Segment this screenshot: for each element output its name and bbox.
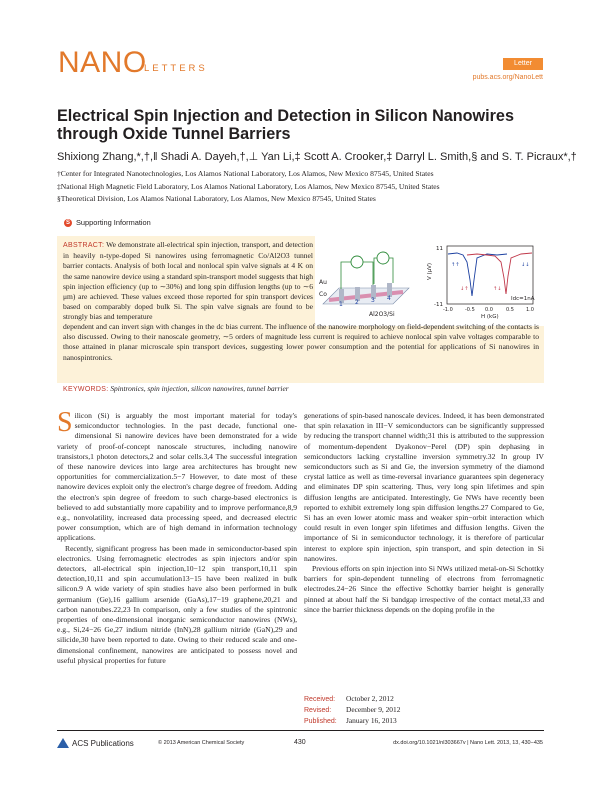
date-published [304,716,400,727]
page-number: 430 [294,739,306,746]
date-revised [304,705,400,716]
journal-logo-main: NANO [58,46,147,79]
abstract-text: We demonstrate all-electrical spin injection, transport, and detection in heavily n-type-doped Si nanowires using ferromagnetic Co/Al2O3 tunnel barrier contacts. Analysis of both local and nonlocal spin valve signals at 4 K on the same nanowire device using a standard spin-transport model suggests that high spin injection efficiency (up to ∼30%) and long spin diffusion lengths (up to ∼6 μm) are achieved. These values exceed those reported for spin transport devices based on comparably doped bulk Si. The spin valve signals are found to be strongly bias and temperature [63,240,313,322]
body-text: ilicon (Si) is arguably the most important material for today's semiconductor technologies. In the past decade, functional one-dimensional Si nanowire devices have been demonstrated for a wide variety of proof-of-concept nanoscale structures, including nanowire transistors,1 photon detectors,2 and solar cells.3,4 The successful integration of these nanowire devices into large area architectures has brought new opportunities for commercialization.5−7 However, to date most of these nanowire devices exploit only the electron's charge degree of freedom. Adding the electron's spin degree of freedom to such charge-based electronics is believed to add substantially more capability and to improve performance,8,9 e.g., nonvolatility, increased data processing speed, and decreased electric power consumption, which are of high demand in information technology applications. [57,411,297,543]
circuit-wire [389,258,393,283]
co-label: Co [319,291,327,298]
xtick-label: -0.5 [465,307,475,313]
toc-figure [317,240,541,320]
xtick-label: 0.0 [485,307,493,313]
date-label: Revised: [304,707,332,715]
supporting-info-label: Supporting Information [76,218,151,227]
journal-logo-sub: LETTERS [144,63,208,74]
footer-divider [57,730,544,731]
contact-label-1: 1 [339,301,343,308]
publication-dates [304,694,400,728]
contact-label-4: 4 [387,295,391,302]
xtick-label: 0.5 [506,307,514,313]
body-paragraph [57,407,297,544]
keywords [63,384,289,393]
article-type-badge: Letter [503,58,543,70]
ytick-bottom: -11 [434,302,443,308]
voltmeter-icon [377,252,389,264]
keywords-label: KEYWORDS: [63,386,109,393]
body-paragraph: Previous efforts on spin injection into Si NWs utilized metal-on-Si Schottky barriers for spin-dependent tunneling of electrons from ferromagnetic electrodes.24−26 Since the effective Schottky barrier height is generally pinned at about half the Si bandgap irrespective of the contact metal,33 and since the barrier thickness depends on the doping profile in the [304,564,544,614]
magnetization-arrows: ↑↑ [451,262,460,268]
date-value: December 9, 2012 [346,705,401,715]
date-received [304,694,400,705]
ytick-top: 11 [436,246,443,252]
date-label: Published: [304,718,337,726]
current-source-icon [351,256,363,268]
abstract-label: ABSTRACT: [63,242,105,249]
circuit-wire [374,258,377,284]
x-axis-label: H (kG) [481,314,499,320]
y-axis-label: V (μV) [427,262,433,280]
supporting-info-icon: S [65,219,70,226]
contact-label-3: 3 [371,297,375,304]
keywords-text: Spintronics, spin injection, silicon nanowires, tunnel barrier [110,384,289,393]
abstract-part-2: dependent and can invert sign with changes in the dc bias current. The influence of the nanowire morphology on field-dependent switching of the contacts is also discussed. Owing to their nanoscale geometry, ∼5 orders of magnitude less current is required to achieve nonlocal spin valve voltages comparable to those attained in planar microscale spin transport devices, suggesting lower power consumption and the potential for applications of Si nanowires in nanospintronics. [63,322,539,362]
date-value: October 2, 2012 [346,694,394,703]
abstract-part-1 [63,240,313,323]
article-title: Electrical Spin Injection and Detection in Silicon Nanowires through Oxide Tunnel Barriers [57,107,514,143]
magnetization-arrows: ↓↓ [521,262,530,268]
body-paragraph: generations of spin-based nanoscale devices. Indeed, it has been demonstrated that spin relaxation in III−V semiconductors can be significantly suppressed by reducing the transport channel width;31 this is attributed to the suppression of momentum-dependent Dyakonov−Perel (DP) spin dephasing in semiconductors lacking crystalline inversion symmetry.32 In group IV semiconductors such as Si and Ge, the inversion symmetry of the diamond crystal lattice as well as time-reversal invariance guarantees spin degeneracy and eliminates DP spin scattering. Thus, very long spin lifetimes and spin diffusion lengths are anticipated. Interestingly, Ge NWs have recently been reported to exhibit extremely long spin diffusion lengths.27 Compared to Ge, Si has an even lower atomic mass and weaker spin−orbit interaction which could result in even longer spin lifetimes and diffusion lengths. Given the importance of Si in semiconductor technology, it is therefore of particular interest to explore spin injection, spin transport, and spin detection in Si nanowires. [304,411,544,563]
affiliations [57,168,440,206]
toc-figure-graphic [317,240,541,320]
au-label: Au [319,279,327,286]
body-column-right [304,411,544,615]
affiliation-item: §Theoretical Division, Los Alamos National Laboratory, Los Alamos, New Mexico 87545, United States [57,194,376,203]
doi-link[interactable]: dx.doi.org/10.1021/nl303667v | Nano Lett. 2013, 13, 430−435 [393,740,543,746]
date-value: January 16, 2013 [346,716,397,726]
contact-label-2: 2 [355,299,359,306]
journal-logo [58,46,258,86]
drop-cap: S [57,407,73,438]
xtick-label: 1.0 [526,307,534,313]
date-label: Received: [304,696,336,703]
affiliation-item: †Center for Integrated Nanotechnologies, Los Alamos National Laboratory, Los Alamos, New Mexico 87545, United States [57,169,434,178]
bias-current-label: Idc=1nA [511,296,535,302]
acs-logo-icon [57,738,69,748]
circuit-wire [363,262,373,285]
affiliation-item: ‡National High Magnetic Field Laboratory, Los Alamos National Laboratory, Los Alamos, New Mexico 87545, United States [57,181,440,191]
body-column-left [57,407,297,666]
al2o3-label: Al2O3/Si [369,311,395,318]
publisher-logo[interactable] [57,738,134,748]
copyright: © 2013 American Chemical Society [158,740,245,746]
journal-url-link[interactable]: pubs.acs.org/NanoLett [472,74,543,81]
magnetization-arrows: ↑↓ [493,286,502,292]
circuit-wire [341,262,351,289]
xtick-label: -1.0 [443,307,453,313]
magnetization-arrows: ↓↑ [460,286,469,292]
supporting-info-link[interactable] [64,218,151,227]
author-list: Shixiong Zhang,*,†,‖ Shadi A. Dayeh,†,⊥ Yan Li,‡ Scott A. Crooker,‡ Darryl L. Smith,§ and S. T. Picraux*,† [57,151,577,163]
publisher-name: ACS Publications [72,738,134,748]
body-paragraph: Recently, significant progress has been made in semiconductor-based spin electronics. Using ferromagnetic electrodes as spin injectors and/or spin detectors, all-electrical spin injection,10−12 spin transport,10,11 spin detection,10,11 and spin accumulation13−15 have been realized in bulk silicon.9 A wide variety of spin studies have also been performed in bulk germanium (Ge),16 gallium arsenide (GaAs),17−19 graphene,20,21 and carbon nanotubes.22,23 In comparison, only a few studies of the spintronic properties of one-dimensional inorganic semiconductor nanowires (NWs), e.g., Si,24−26 Ge,27 indium nitride (InN),28 gallium nitride (GaN),29 and silicide,30 have been reported to date. Owing to their reduced scale and one-dimensional confinement, nanowires are anticipated to possess novel and useful physical properties for future [57,543,297,665]
